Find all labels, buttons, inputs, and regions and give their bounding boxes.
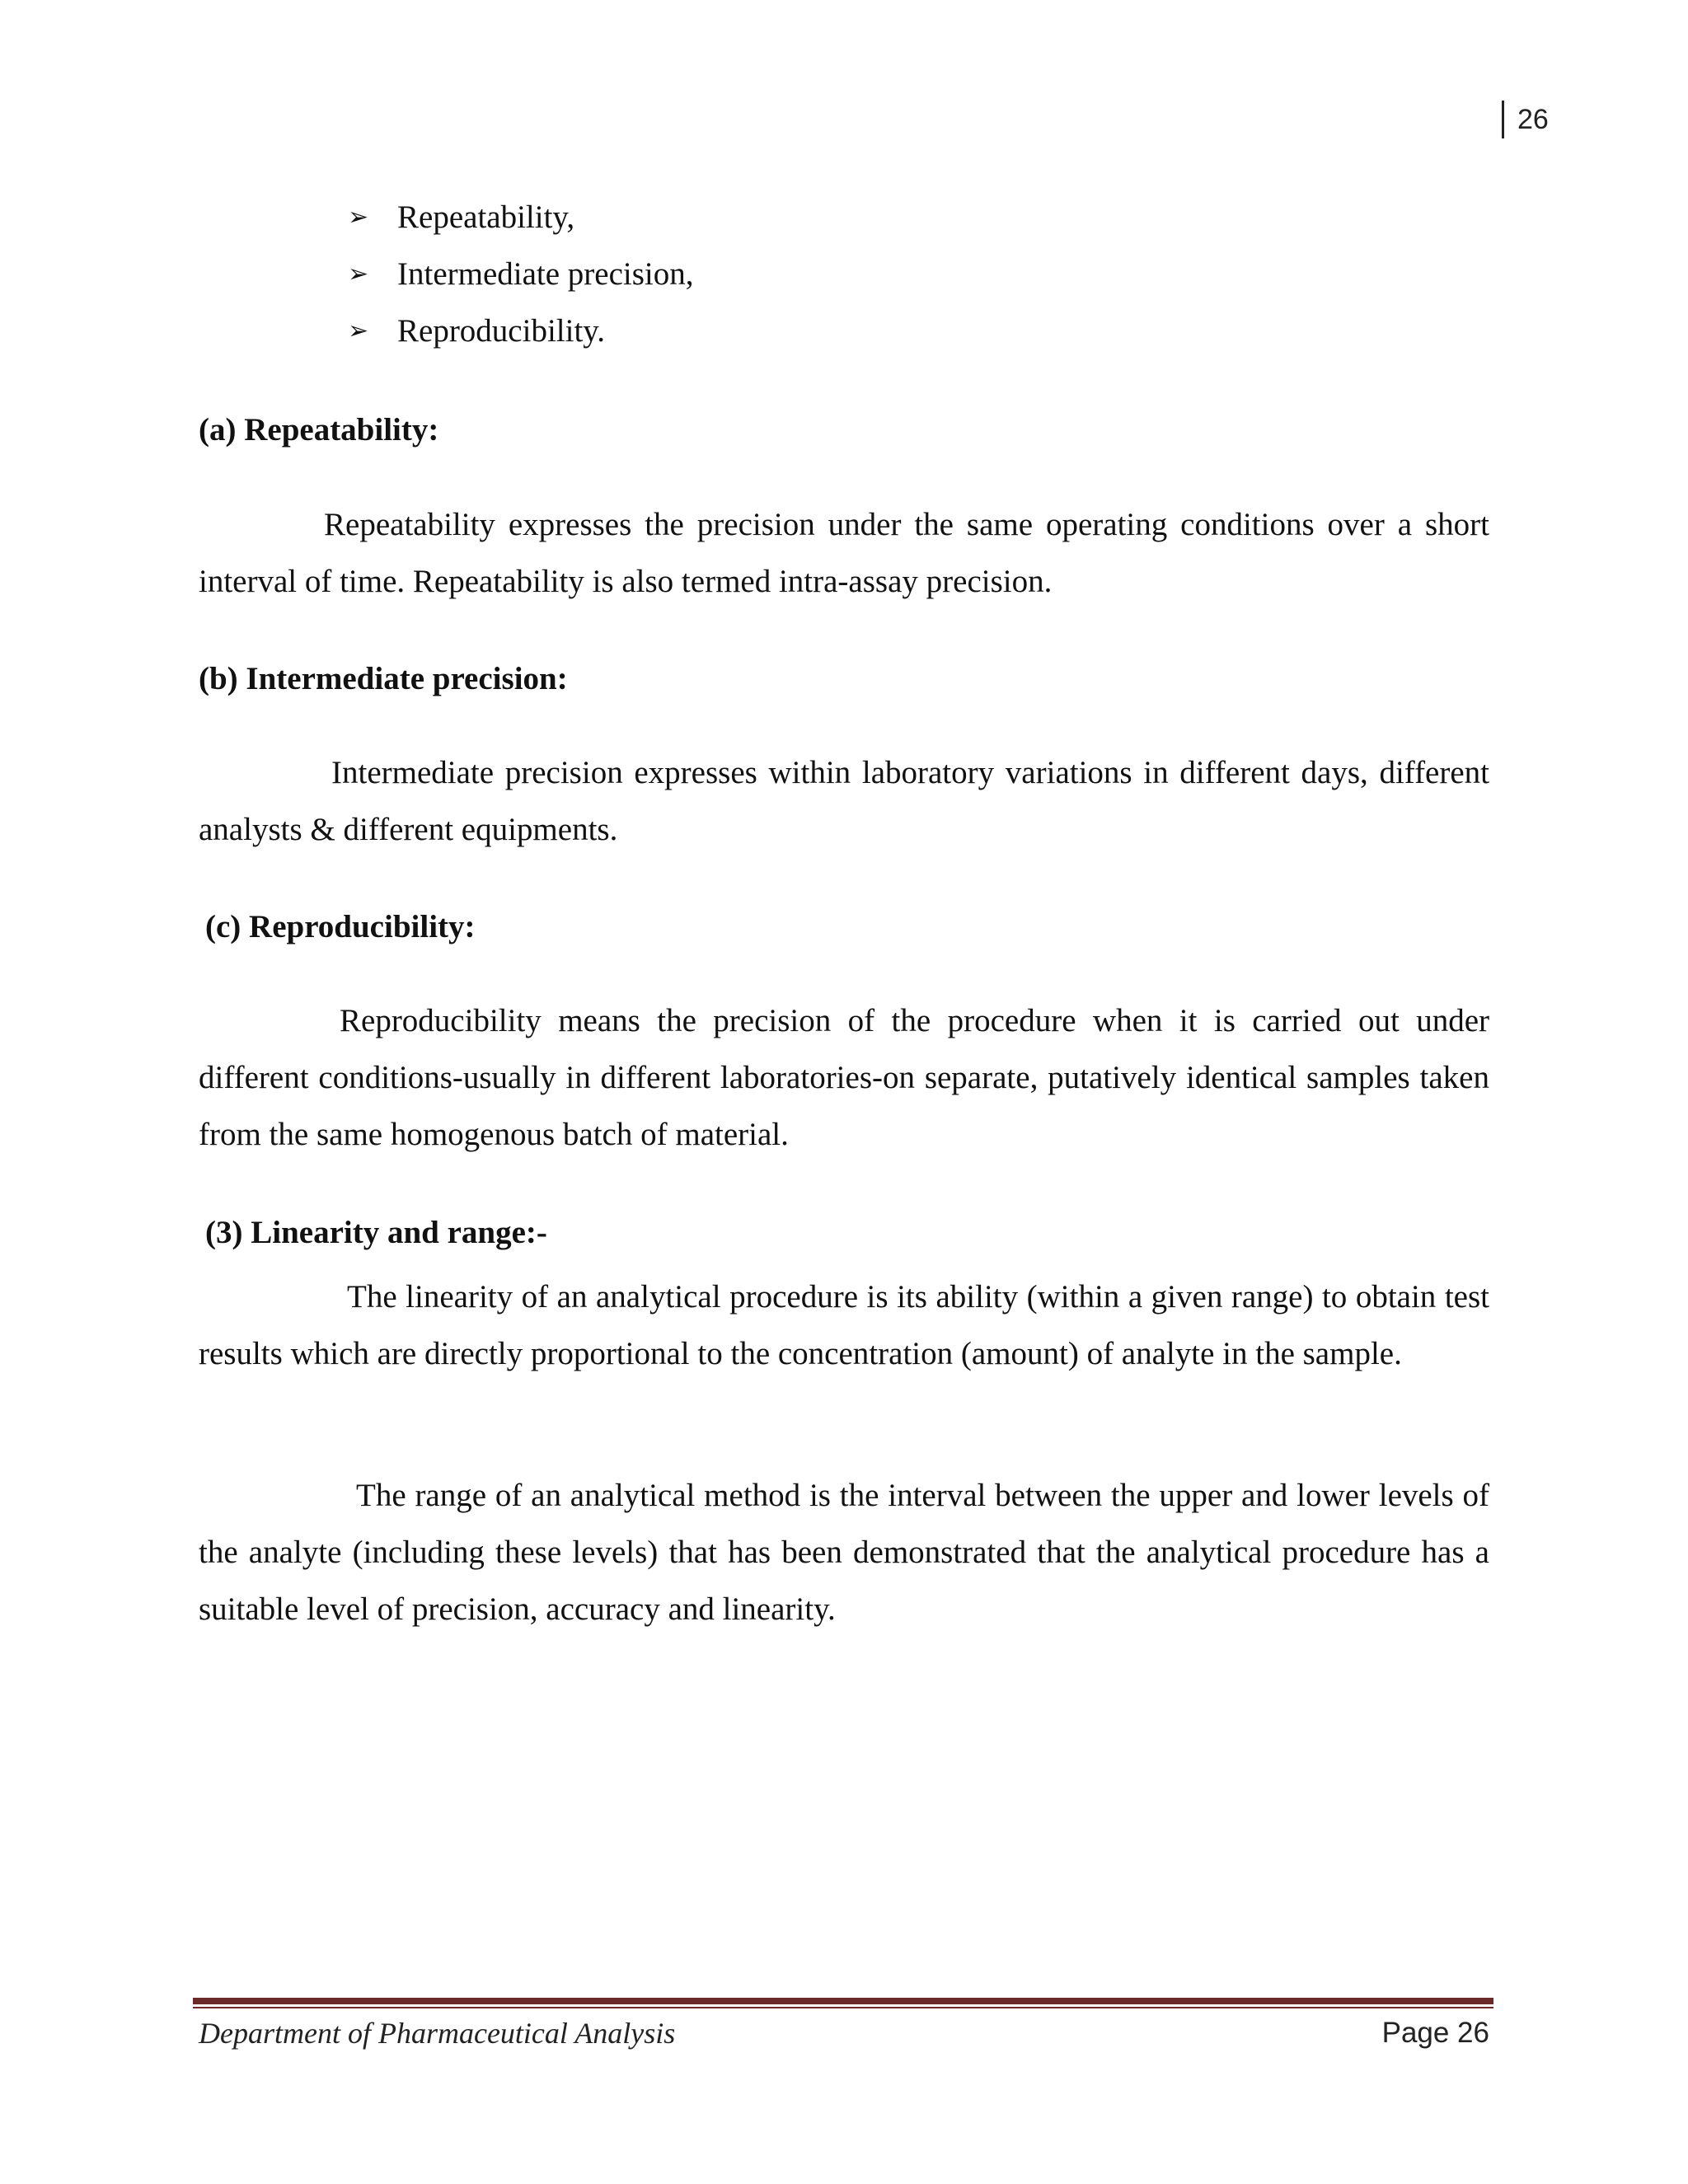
section-paragraph: The linearity of an analytical procedure is its ability (within a given range) to obtain test results which are directly proportional to the concentration (amount) of analyte in the sample. — [199, 1279, 1489, 1371]
section-linearity-body — [199, 1268, 1489, 1382]
page-number-header — [1502, 101, 1549, 138]
list-item — [348, 194, 694, 251]
section-heading: (b) Intermediate precision: — [199, 661, 568, 696]
list-item-text: Repeatability, — [397, 199, 575, 235]
arrow-bullet-icon: ➢ — [348, 203, 369, 232]
section-paragraph: Intermediate precision expresses within laboratory variations in different days, different analysts & different equipments. — [199, 755, 1489, 847]
list-item — [348, 308, 694, 365]
footer-divider — [193, 1998, 1493, 2008]
section-intermediate-body — [199, 744, 1489, 858]
section-repeatability — [199, 407, 1489, 453]
section-paragraph: Reproducibility means the precision of the procedure when it is carried out under different conditions-usually in different laboratories-on separate, putatively identical samples taken from the same homogenous batch of material. — [199, 1003, 1489, 1152]
footer-page-label: Page 26 — [1381, 2017, 1489, 2049]
section-repeatability-body — [199, 496, 1489, 610]
section-heading: (a) Repeatability: — [199, 412, 439, 448]
list-item-text: Intermediate precision, — [397, 256, 694, 292]
section-intermediate — [199, 656, 1489, 702]
section-reproducibility — [205, 904, 1496, 950]
arrow-bullet-icon: ➢ — [348, 316, 369, 345]
section-heading: (c) Reproducibility: — [205, 909, 476, 944]
section-range-body — [199, 1467, 1489, 1638]
section-heading: (3) Linearity and range:- — [205, 1215, 547, 1250]
precision-types-list — [348, 194, 694, 365]
section-paragraph: Repeatability expresses the precision under the same operating conditions over a short interval of time. Repeatability is also termed intra-assay precision. — [199, 507, 1489, 599]
list-item — [348, 251, 694, 308]
section-paragraph: The range of an analytical method is the interval between the upper and lower levels of the analyte (including these levels) that has been demonstrated that the analytical procedure has a suitable level of precision, accuracy and linearity. — [199, 1478, 1489, 1627]
arrow-bullet-icon: ➢ — [348, 260, 369, 288]
section-linearity — [205, 1210, 1496, 1256]
page-number: 26 — [1517, 104, 1549, 135]
footer-department: Department of Pharmaceutical Analysis — [199, 2017, 676, 2050]
section-reproducibility-body — [199, 992, 1489, 1163]
list-item-text: Reproducibility. — [397, 313, 606, 349]
